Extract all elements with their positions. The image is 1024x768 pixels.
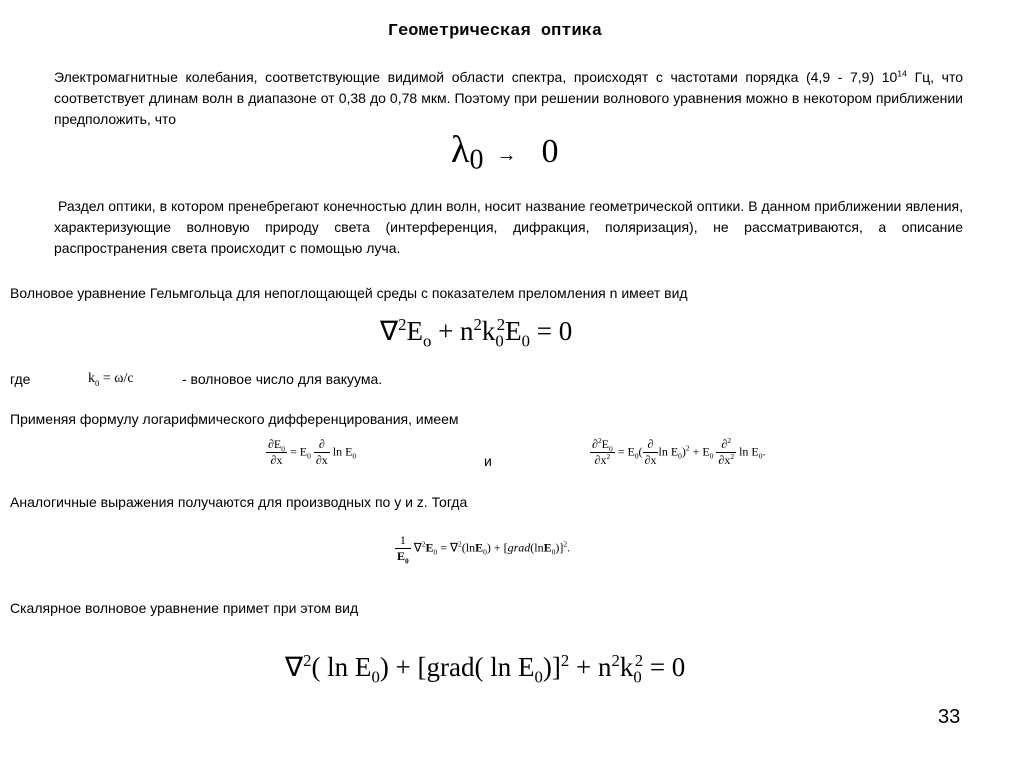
page-title: Геометрическая оптика — [387, 22, 603, 41]
where-label: где — [10, 371, 31, 387]
intro-exponent: 14 — [897, 68, 907, 79]
analog-text: Аналогичные выражения получаются для производных по y и z. Тогда — [10, 494, 468, 510]
page-number: 33 — [938, 706, 961, 728]
and-word: и — [484, 453, 492, 469]
log-diff-equation-2: $\frac{\partial^2E_0}{\partial x^2}$ = $E_0$( $\frac{\partial}{\partial x}$ $\ln E_0)^2 + E_0$ $\frac{\partial^2}{\partial x^2}$ $\ln E_0$. — [592, 436, 766, 467]
lambda-symbol: λ — [451, 129, 470, 171]
helmholtz-equation: $\nabla^2E_o + n^2k_0^2E_0 = 0$ — [380, 315, 573, 351]
log-diff-intro: Применяя формулу логарифмического дифференцирования, имеем — [10, 411, 459, 427]
wavenumber-description: - волновое число для вакуума. — [182, 371, 383, 387]
helmholtz-intro: Волновое уравнение Гельмгольца для непоглощающей среды с показателем преломления n имеет вид — [10, 285, 688, 301]
geom-optics-definition — [54, 196, 963, 259]
scalar-equation-intro: Скалярное волновое уравнение примет при этом вид — [10, 600, 359, 616]
wavenumber-formula: $k_0 = \omega/c$ — [88, 371, 134, 388]
limit-formula — [451, 128, 559, 176]
limit-value: 0 — [541, 133, 559, 170]
limit-arrow: → — [496, 144, 517, 167]
lambda-subscript: 0 — [469, 144, 484, 176]
gradient-equation: $\frac{1}{E_0}$ $\nabla^2E_0 = \nabla^2(\ln E_0)$ + [grad(lnE$_0$)]$^2$. — [397, 533, 571, 566]
scalar-wave-equation: ∇$^2$( $\ln E_0$) + [grad( $\ln E_0)]^2 + n^2k_0^2 = 0$ — [285, 651, 686, 687]
intro-text: Электромагнитные колебания, соответствующие видимой области спектра, происходят с частотами порядка (4,9 - 7,9) 10 — [54, 69, 898, 85]
intro-paragraph — [54, 67, 963, 130]
log-diff-equation-1: $\frac{\partial E_0}{\partial x}$ = $E_0$ $\frac{\partial}{\partial x}$ $\ln E_0$ — [268, 437, 357, 467]
geom-optics-text: Раздел оптики, в котором пренебрегают конечностью длин волн, носит название геометрической оптики. В данном приближении явления, характеризующие волновую природу света (интерференция, дифракция, поляризация), не рассматриваются, а описание распространения света происходит с помощью луча. — [54, 198, 963, 256]
intro-text-2: Гц, что соответствует длинам волн в диапазоне от 0,38 до 0,78 мкм. Поэтому при решении волнового уравнения можно в некотором приближении предположить, что — [54, 69, 963, 127]
